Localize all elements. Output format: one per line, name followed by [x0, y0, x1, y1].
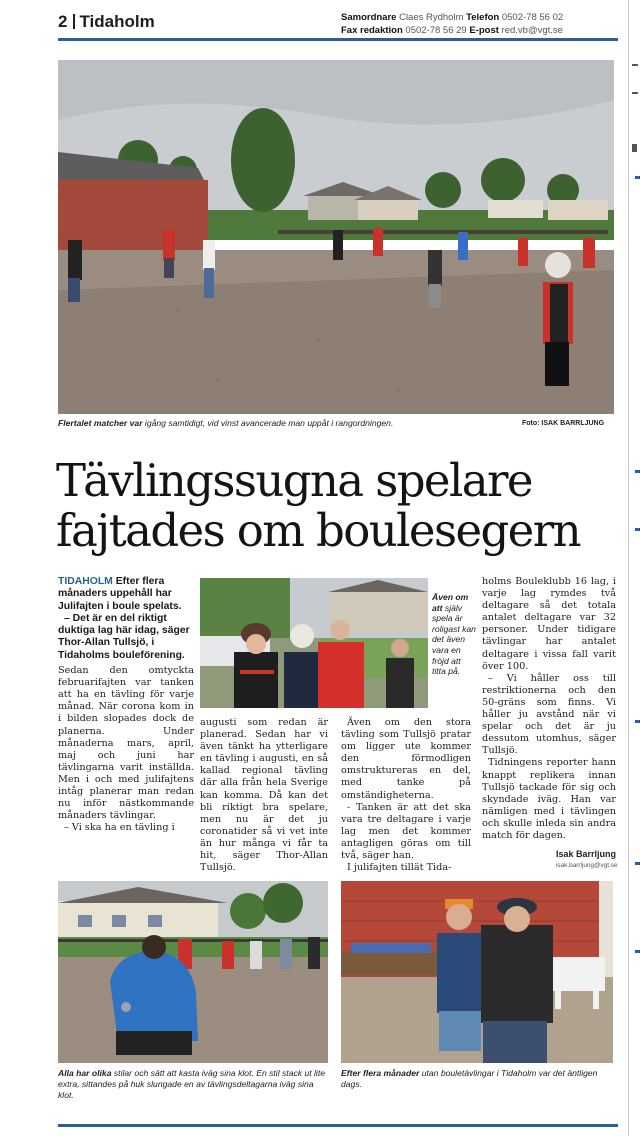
col3-paragraph-2: - Tanken är att det ska vara tre deltagare i varje lag men det kommer antagligen göras om till två, säger han.: [341, 801, 471, 862]
byline-email: isak.barrljung@vgt.se: [556, 862, 618, 869]
main-caption-text: igång samtidigt, vid vinst avancerade man uppåt i rangordningen.: [142, 418, 394, 428]
inset-photo-caption: [432, 592, 476, 677]
inset-caption-lead: Även om att: [432, 592, 469, 613]
samordnare-name: Claes Rydholm: [399, 12, 464, 23]
fax-label: Fax redaktion: [341, 25, 403, 36]
col1-paragraph-1: Sedan den omtyckta februarifajten var tanken att ha en tävling för varje månad. När corona kom in i bilden slopades dock de planerna. Under månaderna mars, april, maj och juni har tävlingarna varit inställda. Men i och med julifajtens intåg planerar man redan nu inför nästkommande månaders tävlingar.: [58, 665, 194, 822]
dateline: TIDAHOLM: [58, 576, 113, 587]
article-lead: [58, 576, 194, 613]
section-name: Tidaholm: [79, 12, 155, 31]
lead-text: Efter flera månaders uppehåll har Julifajten i boule spelats.: [58, 576, 182, 612]
headline-line-2: fajtades om boulesegern: [56, 504, 581, 557]
samordnare-label: Samordnare: [341, 12, 397, 23]
main-photo-caption: [58, 418, 528, 429]
page-header: [0, 0, 640, 40]
bottom-left-photo: [58, 881, 328, 1063]
contact-info: [341, 11, 563, 37]
article-column-1: [58, 576, 194, 834]
byline: Isak Barrljung: [556, 849, 617, 859]
telefon-label: Telefon: [466, 12, 500, 23]
col4-paragraph-1: holms Bouleklubb 16 lag, i varje lag rymdes två deltagare så det totala antalet deltagare var 32 personer. Under tidigare tävlingar har antalet deltagare i vissa fall varit över 100.: [482, 576, 616, 672]
col4-paragraph-3: Tidningens reporter hann knappt replikera innan Tullsjö tackade för sig och skyndade iväg. Han var nämligen med i tävlingen och skulle inleda sin andra match för dagen.: [482, 757, 616, 841]
inset-photo: [200, 578, 428, 708]
headline: [56, 456, 626, 556]
epost-value: red.vb@vgt.se: [501, 25, 563, 36]
col3-paragraph-1: Även om den stora tävling som Tullsjö pratar om ligger ute kommer den förmodligen omstruktureras en del, med tanke på omständigheterna.: [341, 717, 471, 801]
bottom-right-photo: [341, 881, 613, 1063]
footer-rule: [58, 1124, 618, 1127]
main-caption-lead: Flertalet matcher var: [58, 418, 143, 428]
article-column-3: [341, 717, 471, 874]
fax-value: 0502-78 56 29: [405, 25, 467, 36]
article-column-4: [482, 576, 616, 842]
contact-line-2: [341, 24, 563, 37]
inset-caption-text: själv spela är roligast kan det även vara en fröjd att titta på.: [432, 602, 476, 677]
bottom-left-caption-lead: Alla har olika: [58, 1068, 112, 1078]
bottom-right-caption-lead: Efter flera månader: [341, 1068, 420, 1078]
col2-paragraph-1: augusti som redan är planerad. Sedan har vi även tänkt ha ytterligare en tävling i augusti, en så kallad regional tävling där alla från hela Sverige kan komma. Då kan det bli riktigt bra spelare, men nu är det ju coronatider så vi vet inte än hur många vi får ta hit, säger Thor-Allan Tullsjö.: [200, 717, 328, 874]
contact-line-1: [341, 11, 563, 24]
header-rule: [58, 38, 618, 41]
bottom-right-caption-text: utan bouletävlingar i Tidaholm var det äntligen dags.: [341, 1068, 598, 1089]
col3-paragraph-3: I julifajten tillät Tida-: [347, 862, 452, 874]
page-section-heading: [58, 12, 155, 32]
page-number: 2: [58, 12, 68, 31]
bottom-right-caption: [341, 1068, 613, 1090]
bottom-left-caption-text: stilar och sätt att kasta iväg sina klot. En stil stack ut lite extra, sittandes på huk slungade en av tävlingsdeltagarna iväg sina klot.: [58, 1068, 326, 1100]
col4-paragraph-2: – Vi håller oss till restriktionerna och den 50-gräns som finns. Vi håller ju avstånd när vi spelar och det är ju dessutom utomhus, säger Tullsjö.: [482, 672, 616, 757]
headline-line-1: Tävlingssugna spelare: [56, 454, 532, 507]
col1-paragraph-2: – Vi ska ha en tävling i: [64, 822, 175, 834]
bottom-left-caption: [58, 1068, 330, 1101]
lead-quote: – Det är en del riktigt duktiga lag här idag, säger Thor-Allan Tullsjö, i Tidaholms bouleförening.: [58, 612, 190, 661]
article-column-2: [200, 717, 328, 874]
photo-credit: Foto: ISAK BARRLJUNG: [522, 420, 605, 427]
epost-label: E-post: [469, 25, 499, 36]
telefon-value: 0502-78 56 02: [501, 12, 564, 23]
main-photo: [58, 60, 614, 414]
adjacent-page-edge: [628, 0, 640, 1136]
header-divider: [73, 14, 75, 29]
